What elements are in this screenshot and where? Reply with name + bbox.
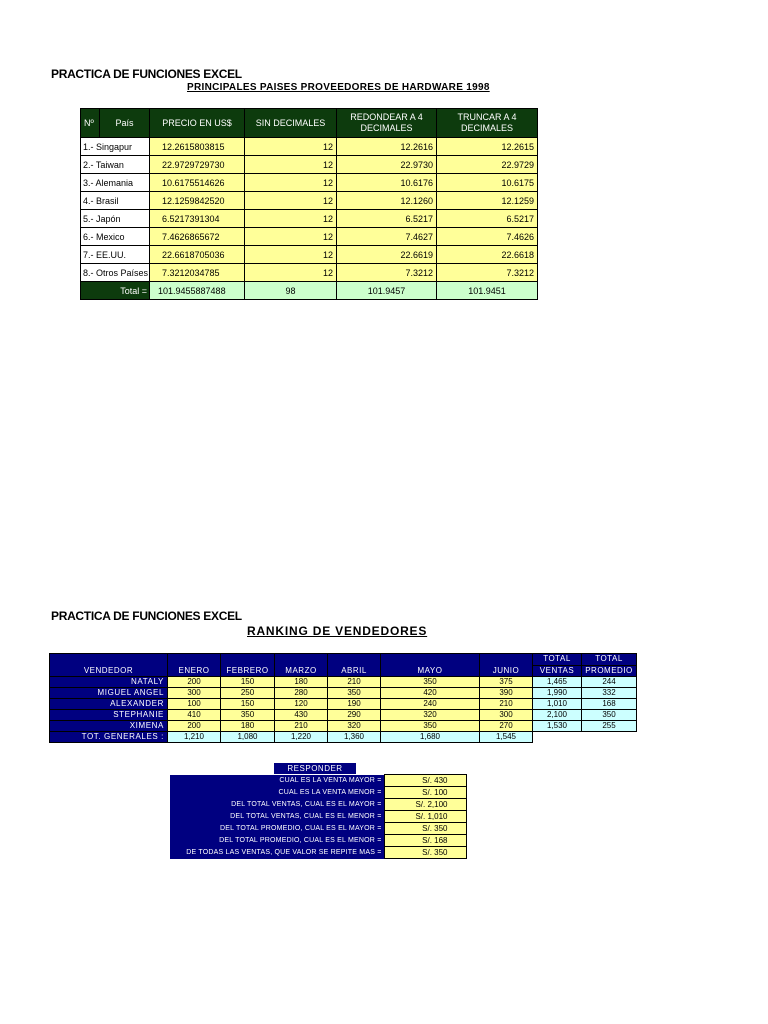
truncar-cell: 22.6618 [437,246,538,264]
venta-cell: 210 [328,677,381,688]
total-ventas-cell: 1,010 [533,699,582,710]
total-ventas-cell: 1,990 [533,688,582,699]
vendedor-name: STEPHANIE [50,710,168,721]
responder-answer: S/. 100 [384,787,466,799]
ranking-table-wrap [49,653,637,743]
total-label: Total = [81,282,150,300]
col-header-abril: ABRIL [328,654,381,677]
vendedor-name: NATALY [50,677,168,688]
col-header-truncar [437,109,538,138]
responder-row [170,835,466,847]
col-header-redondear [337,109,437,138]
section1-subtitle: PRINCIPALES PAISES PROVEEDORES DE HARDWARE 1998 [187,82,490,93]
col-header-pais: País [100,109,150,138]
sin-decimales-cell: 12 [245,246,337,264]
truncar-cell: 12.2615 [437,138,538,156]
responder-answer: S/. 350 [384,847,466,859]
venta-cell: 290 [328,710,381,721]
table-row [81,228,538,246]
redondear-cell: 12.1260 [337,192,437,210]
venta-cell: 190 [328,699,381,710]
total-truncar: 101.9451 [437,282,538,300]
truncar-cell: 7.4626 [437,228,538,246]
total-ventas-cell: 1,530 [533,721,582,732]
total-promedio-cell: 244 [582,677,637,688]
venta-cell: 350 [221,710,275,721]
table-header-row [81,109,538,138]
sin-decimales-cell: 12 [245,138,337,156]
sin-decimales-cell: 12 [245,228,337,246]
redondear-cell: 7.3212 [337,264,437,282]
responder-row [170,847,466,859]
section2-title: PRACTICA DE FUNCIONES EXCEL [51,609,242,623]
truncar-cell: 22.9729 [437,156,538,174]
venta-cell: 280 [275,688,328,699]
vendedor-row [50,688,637,699]
total-abril: 1,360 [328,732,381,743]
venta-cell: 375 [480,677,533,688]
venta-cell: 180 [275,677,328,688]
pais-cell: 3.- Alemania [81,174,150,192]
venta-cell: 210 [480,699,533,710]
col-header-enero: ENERO [168,654,221,677]
totals-row [50,732,637,743]
responder-question: DEL TOTAL VENTAS, CUAL ES EL MENOR = [170,811,384,823]
total-row [81,282,538,300]
venta-cell: 350 [381,721,480,732]
total-promedio-cell: 350 [582,710,637,721]
redondear-cell: 6.5217 [337,210,437,228]
pais-cell: 1.- Singapur [81,138,150,156]
precio-cell: 22.6618705036 [150,246,245,264]
total-redondear: 101.9457 [337,282,437,300]
venta-cell: 180 [221,721,275,732]
precio-cell: 12.2615803815 [150,138,245,156]
col-header-total-promedio-2: PROMEDIO [582,665,637,677]
table-row [81,192,538,210]
section2-subtitle: RANKING DE VENDEDORES [247,624,428,638]
venta-cell: 240 [381,699,480,710]
total-precio: 101.9455887488 [150,282,245,300]
total-promedio-cell: 168 [582,699,637,710]
responder-row [170,787,466,799]
table-row [81,174,538,192]
precio-cell: 7.4626865672 [150,228,245,246]
responder-answer: S/. 430 [384,775,466,787]
venta-cell: 200 [168,721,221,732]
pais-cell: 4.- Brasil [81,192,150,210]
total-ventas-cell: 2,100 [533,710,582,721]
precio-cell: 6.5217391304 [150,210,245,228]
responder-answer: S/. 168 [384,835,466,847]
precio-cell: 22.9729729730 [150,156,245,174]
responder-question: CUAL ES LA VENTA MENOR = [170,787,384,799]
total-marzo: 1,220 [275,732,328,743]
sin-decimales-cell: 12 [245,192,337,210]
col-header-total-promedio-1: TOTAL [582,654,637,666]
total-mayo: 1,680 [381,732,480,743]
responder-panel [170,763,467,859]
table-row [81,156,538,174]
responder-row [170,823,466,835]
hardware-table [80,108,538,300]
precio-cell: 10.6175514626 [150,174,245,192]
pais-cell: 8.- Otros Países [81,264,150,282]
responder-header-row [170,763,466,775]
responder-answer: S/. 2,100 [384,799,466,811]
total-enero: 1,210 [168,732,221,743]
vendedor-row [50,699,637,710]
total-promedio-cell: 332 [582,688,637,699]
venta-cell: 200 [168,677,221,688]
pais-cell: 7.- EE.UU. [81,246,150,264]
venta-cell: 350 [328,688,381,699]
sin-decimales-cell: 12 [245,174,337,192]
vendedor-name: XIMENA [50,721,168,732]
responder-question: DE TODAS LAS VENTAS, QUE VALOR SE REPITE MAS = [170,847,384,859]
col-header-precio: PRECIO EN US$ [150,109,245,138]
venta-cell: 420 [381,688,480,699]
venta-cell: 120 [275,699,328,710]
responder-row [170,799,466,811]
pais-cell: 5.- Japón [81,210,150,228]
responder-row [170,775,466,787]
venta-cell: 350 [381,677,480,688]
truncar-line1: TRUNCAR A 4 [457,112,517,122]
sin-decimales-cell: 12 [245,264,337,282]
venta-cell: 410 [168,710,221,721]
responder-header: RESPONDER [274,763,356,775]
venta-cell: 320 [381,710,480,721]
vendedor-name: ALEXANDER [50,699,168,710]
redondear-cell: 7.4627 [337,228,437,246]
total-sin: 98 [245,282,337,300]
blank-cell [582,732,637,743]
redondear-line1: REDONDEAR A 4 [350,112,423,122]
redondear-cell: 12.2616 [337,138,437,156]
col-header-sin-decimales: SIN DECIMALES [245,109,337,138]
table-row [81,138,538,156]
section1-title: PRACTICA DE FUNCIONES EXCEL [51,67,242,81]
total-ventas-cell: 1,465 [533,677,582,688]
vendedor-row [50,677,637,688]
venta-cell: 300 [480,710,533,721]
precio-cell: 12.1259842520 [150,192,245,210]
total-promedio-cell: 255 [582,721,637,732]
truncar-cell: 10.6175 [437,174,538,192]
table-row [81,210,538,228]
col-header-febrero: FEBRERO [221,654,275,677]
truncar-line2: DECIMALES [460,123,513,133]
truncar-cell: 7.3212 [437,264,538,282]
truncar-cell: 12.1259 [437,192,538,210]
col-header-total-ventas-2: VENTAS [533,665,582,677]
col-header-total-ventas-1: TOTAL [533,654,582,666]
total-febrero: 1,080 [221,732,275,743]
table-row [81,264,538,282]
responder-question: DEL TOTAL VENTAS, CUAL ES EL MAYOR = [170,799,384,811]
responder-question: DEL TOTAL PROMEDIO, CUAL ES EL MAYOR = [170,823,384,835]
truncar-cell: 6.5217 [437,210,538,228]
venta-cell: 270 [480,721,533,732]
col-header-vendedor: VENDEDOR [50,654,168,677]
hardware-table-wrap [80,108,538,300]
col-header-no: Nº [81,109,100,138]
redondear-cell: 22.6619 [337,246,437,264]
col-header-junio: JUNIO [480,654,533,677]
vendedor-name: MIGUEL ANGEL [50,688,168,699]
venta-cell: 320 [328,721,381,732]
blank-cell [533,732,582,743]
col-header-marzo: MARZO [275,654,328,677]
redondear-line2: DECIMALES [360,123,413,133]
redondear-cell: 22.9730 [337,156,437,174]
pais-cell: 2.- Taiwan [81,156,150,174]
responder-row [170,811,466,823]
totals-label: TOT. GENERALES : [50,732,168,743]
venta-cell: 100 [168,699,221,710]
sin-decimales-cell: 12 [245,156,337,174]
ranking-table [49,653,637,743]
pais-cell: 6.- Mexico [81,228,150,246]
total-junio: 1,545 [480,732,533,743]
precio-cell: 7.3212034785 [150,264,245,282]
venta-cell: 390 [480,688,533,699]
venta-cell: 150 [221,699,275,710]
responder-answer: S/. 350 [384,823,466,835]
venta-cell: 430 [275,710,328,721]
venta-cell: 210 [275,721,328,732]
responder-question: CUAL ES LA VENTA MAYOR = [170,775,384,787]
col-header-mayo: MAYO [381,654,480,677]
responder-table [170,763,467,859]
ranking-header-row1 [50,654,637,666]
vendedor-row [50,721,637,732]
table-row [81,246,538,264]
venta-cell: 250 [221,688,275,699]
venta-cell: 300 [168,688,221,699]
vendedor-row [50,710,637,721]
redondear-cell: 10.6176 [337,174,437,192]
responder-answer: S/. 1,010 [384,811,466,823]
venta-cell: 150 [221,677,275,688]
responder-question: DEL TOTAL PROMEDIO, CUAL ES EL MENOR = [170,835,384,847]
sin-decimales-cell: 12 [245,210,337,228]
